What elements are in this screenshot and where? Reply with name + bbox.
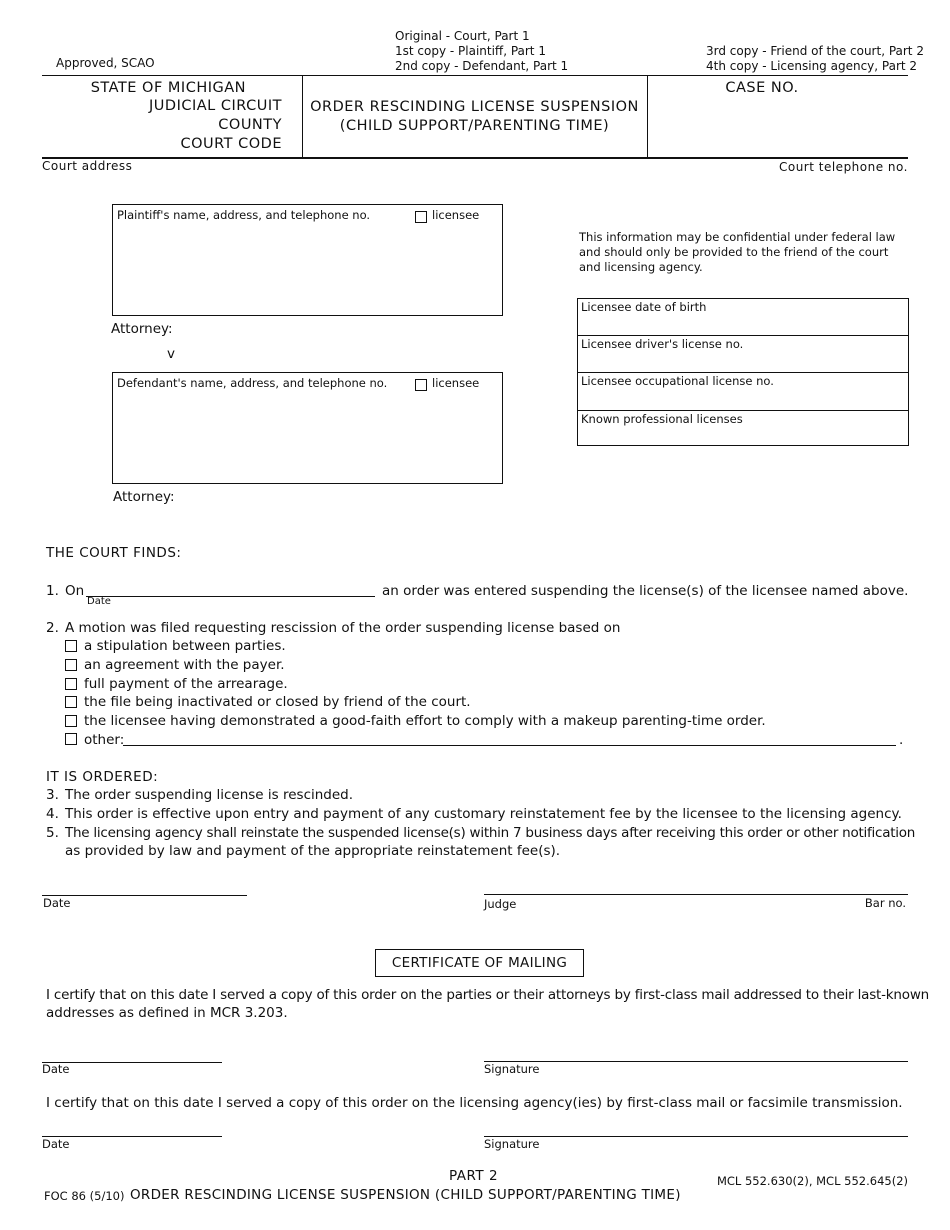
plaintiff-box[interactable] (112, 204, 503, 316)
item5-text-line1: The licensing agency shall reinstate the suspended license(s) within 7 business days after receiving this order or other notification (65, 825, 916, 841)
court-telephone-label: Court telephone no. (778, 160, 908, 174)
copy-original: Original - Court, Part 1 (395, 29, 530, 43)
good-faith-checkbox[interactable] (65, 715, 77, 727)
order-date-label: Date (43, 896, 71, 910)
county-label: COUNTY (218, 117, 282, 133)
circuit-label: JUDICIAL CIRCUIT (149, 98, 282, 114)
item1-on: On (65, 583, 85, 599)
bar-no-label: Bar no. (864, 896, 906, 910)
copy-fourth: 4th copy - Licensing agency, Part 2 (706, 59, 918, 73)
agreement-label: an agreement with the payer. (84, 657, 285, 673)
defendant-box[interactable] (112, 372, 503, 484)
file-inactivated-checkbox[interactable] (65, 696, 77, 708)
mailing1-date-label: Date (42, 1062, 70, 1076)
order-date-line[interactable] (42, 895, 247, 896)
approved-scao: Approved, SCAO (56, 56, 155, 70)
mailing1-signature-line[interactable] (484, 1061, 908, 1062)
item5-text-line2: as provided by law and payment of the appropriate reinstatement fee(s). (65, 843, 561, 859)
licensee-info-table (577, 298, 909, 446)
copy-third: 3rd copy - Friend of the court, Part 2 (706, 44, 924, 58)
stipulation-checkbox[interactable] (65, 640, 77, 652)
certificate-title-box (375, 949, 584, 977)
mailing2-signature-label: Signature (484, 1137, 540, 1151)
agreement-checkbox[interactable] (65, 659, 77, 671)
header-bottom-rule (42, 157, 908, 159)
certificate-text1-line2: addresses as defined in MCR 3.203. (46, 1005, 288, 1021)
licensee-drivers-license-label: Licensee driver's license no. (581, 337, 744, 351)
versus-label: v (167, 346, 175, 362)
court-finds-heading: THE COURT FINDS: (46, 545, 182, 561)
form-id: FOC 86 (5/10) (44, 1189, 125, 1203)
mailing2-signature-line[interactable] (484, 1136, 908, 1137)
court-code-label: COURT CODE (180, 136, 282, 152)
stipulation-label: a stipulation between parties. (84, 638, 286, 654)
defendant-attorney-label: Attorney: (113, 489, 175, 505)
item3-number: 3. (46, 787, 59, 803)
certificate-title: CERTIFICATE OF MAILING (391, 955, 568, 971)
full-payment-label: full payment of the arrearage. (84, 676, 288, 692)
form-title-line1: ORDER RESCINDING LICENSE SUSPENSION (310, 99, 639, 115)
copy-first: 1st copy - Plaintiff, Part 1 (395, 44, 546, 58)
item1-date-line[interactable] (86, 596, 375, 597)
confidential-notice: This information may be confidential under federal law and should only be provided to the friend of the court and licensing agency. (579, 230, 896, 274)
judge-signature-line[interactable] (484, 894, 908, 895)
defendant-licensee-checkbox[interactable] (415, 379, 427, 391)
mcl-citation: MCL 552.630(2), MCL 552.645(2) (716, 1174, 908, 1188)
ordered-heading: IT IS ORDERED: (46, 769, 159, 785)
item1-number: 1. (46, 583, 59, 599)
item3-text: The order suspending license is rescinded. (65, 787, 354, 803)
header-divider-left (302, 75, 303, 157)
state-label: STATE OF MICHIGAN (90, 80, 246, 96)
case-no-label: CASE NO. (725, 80, 799, 96)
plaintiff-label: Plaintiff's name, address, and telephone no. (117, 208, 371, 222)
plaintiff-licensee-label: licensee (432, 208, 480, 222)
known-professional-licenses-label: Known professional licenses (581, 412, 743, 426)
mailing2-date-label: Date (42, 1137, 70, 1151)
plaintiff-attorney-label: Attorney: (111, 321, 173, 337)
item1-text: an order was entered suspending the license(s) of the licensee named above. (382, 583, 909, 599)
item1-date-label: Date (87, 596, 111, 607)
form-title-line2: (CHILD SUPPORT/PARENTING TIME) (339, 118, 610, 134)
full-payment-checkbox[interactable] (65, 678, 77, 690)
defendant-label: Defendant's name, address, and telephone no. (117, 376, 388, 390)
good-faith-label: the licensee having demonstrated a good-faith effort to comply with a makeup parenting-time order. (84, 713, 766, 729)
part-label: PART 2 (449, 1168, 499, 1184)
item5-number: 5. (46, 825, 59, 841)
item2-text: A motion was filed requesting rescission of the order suspending license based on (65, 620, 621, 636)
other-line[interactable] (123, 745, 896, 746)
item2-number: 2. (46, 620, 59, 636)
other-checkbox[interactable] (65, 733, 77, 745)
file-inactivated-label: the file being inactivated or closed by friend of the court. (84, 694, 471, 710)
judge-label: Judge (484, 897, 517, 911)
plaintiff-licensee-checkbox[interactable] (415, 211, 427, 223)
defendant-licensee-label: licensee (432, 376, 480, 390)
mailing1-signature-label: Signature (484, 1062, 540, 1076)
other-label: other: (84, 732, 125, 748)
header-top-rule (42, 75, 908, 76)
licensee-occupational-license-label: Licensee occupational license no. (581, 374, 774, 388)
certificate-text1-line1: I certify that on this date I served a copy of this order on the parties or their attorneys by first-class mail addressed to their last-known (46, 987, 930, 1003)
other-period: . (899, 732, 904, 748)
copy-second: 2nd copy - Defendant, Part 1 (395, 59, 569, 73)
item4-number: 4. (46, 806, 59, 822)
court-address-label: Court address (42, 159, 133, 173)
licensee-dob-label: Licensee date of birth (581, 300, 707, 314)
item4-text: This order is effective upon entry and payment of any customary reinstatement fee by the licensee to the licensing agency. (65, 806, 902, 822)
certificate-text2: I certify that on this date I served a copy of this order on the licensing agency(ies) by first-class mail or facsimile transmission. (46, 1095, 903, 1111)
footer-title: ORDER RESCINDING LICENSE SUSPENSION (CHILD SUPPORT/PARENTING TIME) (130, 1187, 681, 1203)
